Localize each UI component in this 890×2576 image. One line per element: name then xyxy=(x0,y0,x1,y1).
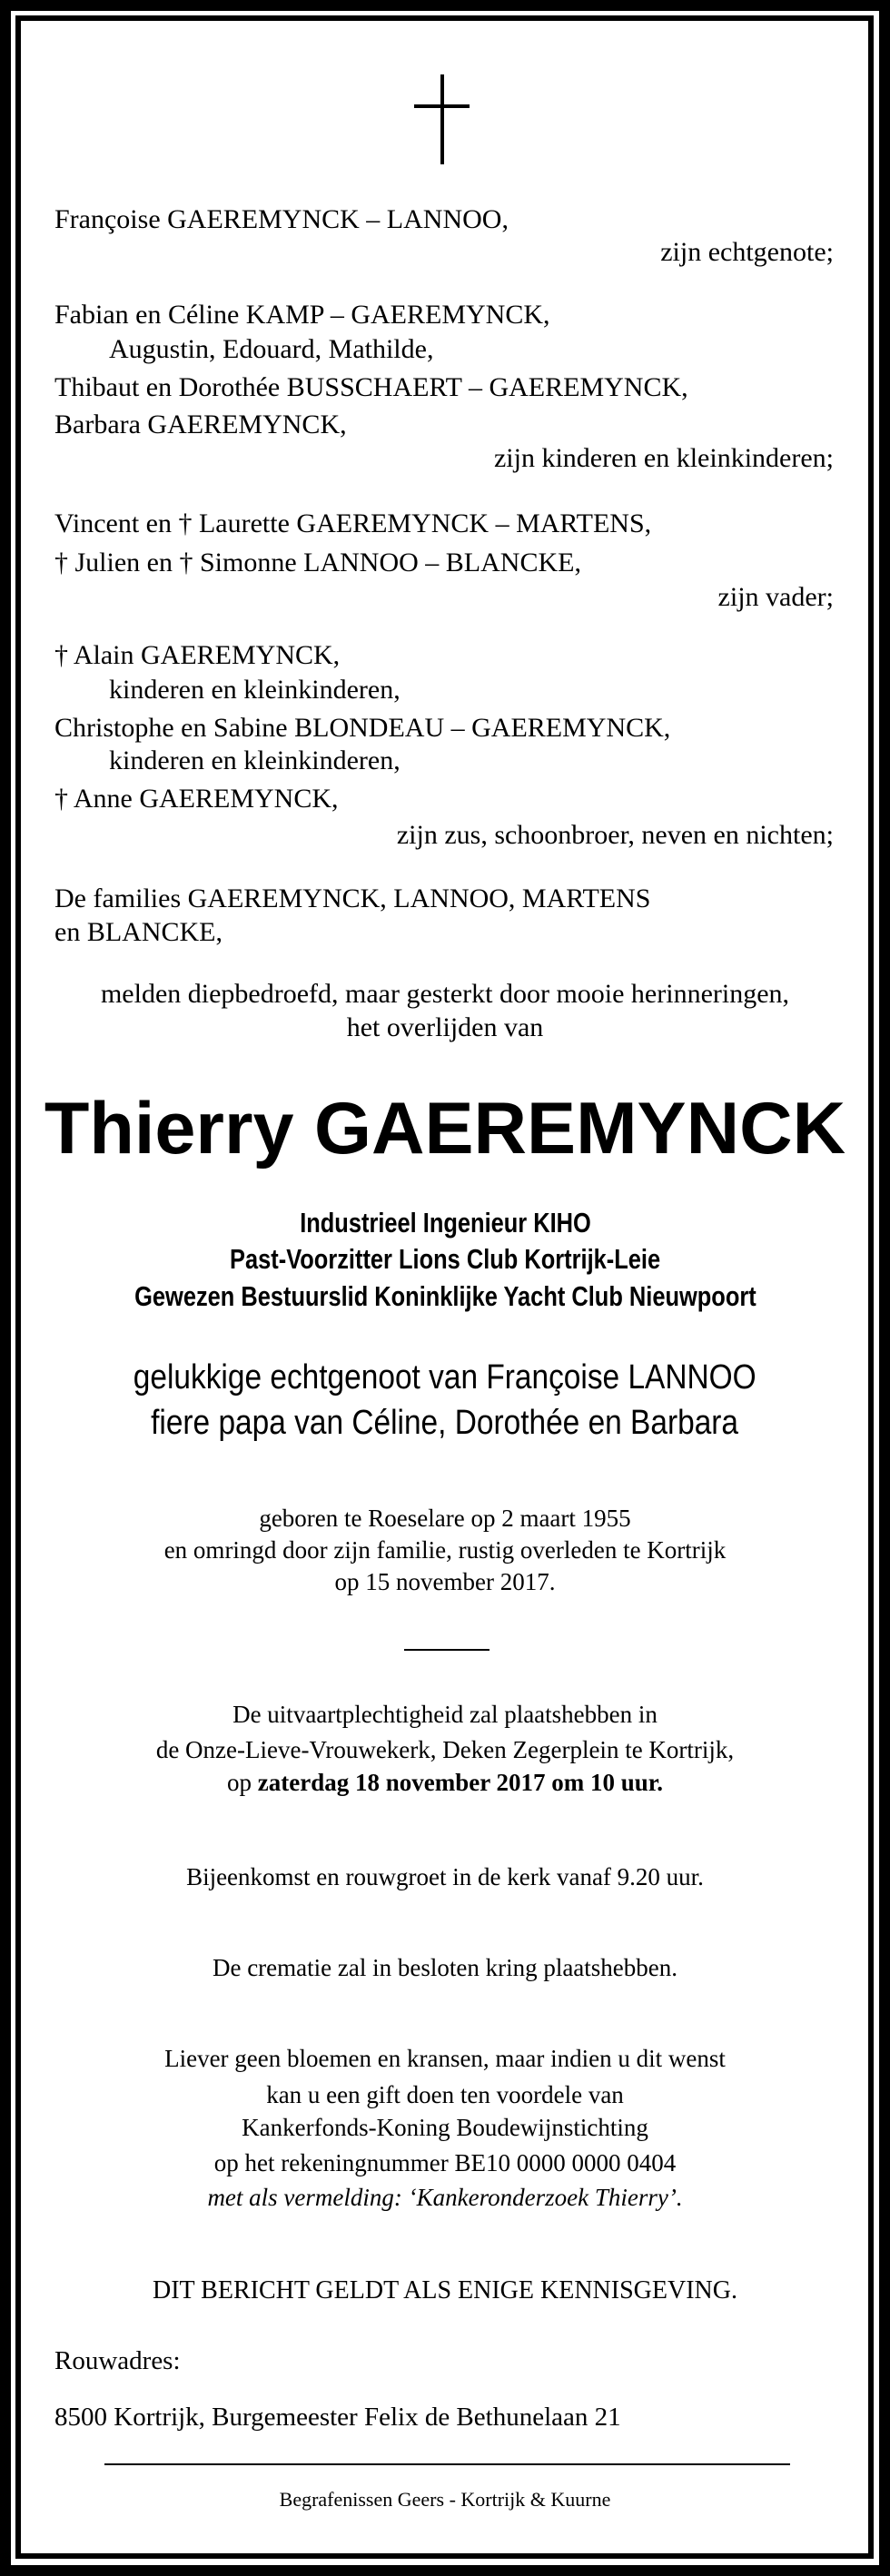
funeral-date-line xyxy=(0,1771,890,1795)
deceased-title xyxy=(0,1209,890,1237)
child-line: Barbara GAEREMYNCK, xyxy=(54,410,347,439)
funeral-line: de Onze-Lieve-Vrouwekerk, Deken Zegerplein te Kortrijk, xyxy=(155,1736,735,1763)
address-value: 8500 Kortrijk, Burgemeester Felix de Bethunelaan 21 xyxy=(54,2403,621,2432)
birth-line: geboren te Roeselare op 2 maart 1955 xyxy=(259,1505,631,1532)
bank-account-line: op het rekeningnummer BE10 0000 0000 0404 xyxy=(213,2149,677,2176)
funeral-home-credit: Begrafenissen Geers - Kortrijk & Kuurne xyxy=(279,2488,611,2511)
footer-divider xyxy=(104,2463,790,2465)
parents-relation: zijn vader; xyxy=(717,582,834,612)
cross-horizontal-bar xyxy=(414,104,470,108)
section-divider xyxy=(404,1649,490,1651)
deceased-title-text: Industrieel Ingenieur KIHO xyxy=(299,1207,591,1239)
death-line: en omringd door zijn familie, rustig overleden te Kortrijk xyxy=(163,1536,727,1564)
gathering-line: Bijeenkomst en rouwgroet in de kerk vanaf 9.20 uur. xyxy=(186,1863,704,1890)
donation-line: Kankerfonds-Koning Boudewijnstichting xyxy=(242,2114,648,2141)
spouse-name: Françoise GAEREMYNCK – LANNOO, xyxy=(54,204,509,234)
deceased-title xyxy=(0,1282,890,1310)
families-line: De families GAEREMYNCK, LANNOO, MARTENS xyxy=(54,883,651,913)
deceased-title-text: Gewezen Bestuurslid Koninklijke Yacht Club Nieuwpoort xyxy=(134,1280,756,1312)
death-date-line: op 15 november 2017. xyxy=(334,1568,556,1595)
siblings-relation: zijn zus, schoonbroer, neven en nichten; xyxy=(396,820,834,850)
deceased-tagline xyxy=(0,1406,890,1440)
cremation-line: De crematie zal in besloten kring plaatshebben. xyxy=(212,1954,678,1981)
announcement-line: het overlijden van xyxy=(346,1012,544,1042)
child-line: Thibaut en Dorothée BUSSCHAERT – GAEREMYNCK, xyxy=(54,372,688,402)
cross-vertical-bar xyxy=(440,74,444,164)
child-line: Fabian en Céline KAMP – GAEREMYNCK, xyxy=(54,300,550,330)
sibling-line: Christophe en Sabine BLONDEAU – GAEREMYNCK, xyxy=(54,713,671,743)
announcement-line: melden diepbedroefd, maar gesterkt door mooie herinneringen, xyxy=(100,979,790,1009)
donation-reference: met als vermelding: ‘Kankeronderzoek Thierry’. xyxy=(207,2184,683,2211)
funeral-date-prefix: op xyxy=(227,1769,258,1796)
deceased-title-text: Past-Voorzitter Lions Club Kortrijk-Leie xyxy=(229,1243,661,1275)
funeral-date: zaterdag 18 november 2017 om 10 uur. xyxy=(257,1769,663,1796)
deceased-tagline-text: fiere papa van Céline, Dorothée en Barbara xyxy=(151,1404,739,1442)
sibling-line: † Anne GAEREMYNCK, xyxy=(54,784,339,814)
grandchildren-line: Augustin, Edouard, Mathilde, xyxy=(109,334,434,364)
deceased-name: Thierry GAEREMYNCK xyxy=(44,1088,846,1170)
deceased-tagline xyxy=(0,1360,890,1395)
donation-line: Liever geen bloemen en kransen, maar indien u dit wenst xyxy=(164,2045,726,2072)
donation-line: kan u een gift doen ten voordele van xyxy=(266,2081,624,2108)
parent-line: † Julien en † Simonne LANNOO – BLANCKE, xyxy=(54,548,581,577)
families-line: en BLANCKE, xyxy=(54,917,222,947)
sibling-descendants-line: kinderen en kleinkinderen, xyxy=(109,745,400,775)
parent-line: Vincent en † Laurette GAEREMYNCK – MARTENS, xyxy=(54,508,652,538)
deceased-title xyxy=(0,1245,890,1273)
only-notice-line: DIT BERICHT GELDT ALS ENIGE KENNISGEVING. xyxy=(153,2276,737,2305)
sibling-descendants-line: kinderen en kleinkinderen, xyxy=(109,675,400,705)
funeral-line: De uitvaartplechtigheid zal plaatshebben in xyxy=(232,1701,658,1728)
address-label: Rouwadres: xyxy=(54,2346,181,2375)
deceased-tagline-text: gelukkige echtgenoot van Françoise LANNOO xyxy=(134,1358,756,1397)
spouse-relation: zijn echtgenote; xyxy=(660,237,834,267)
children-relation: zijn kinderen en kleinkinderen; xyxy=(493,443,834,473)
sibling-line: † Alain GAEREMYNCK, xyxy=(54,640,341,670)
